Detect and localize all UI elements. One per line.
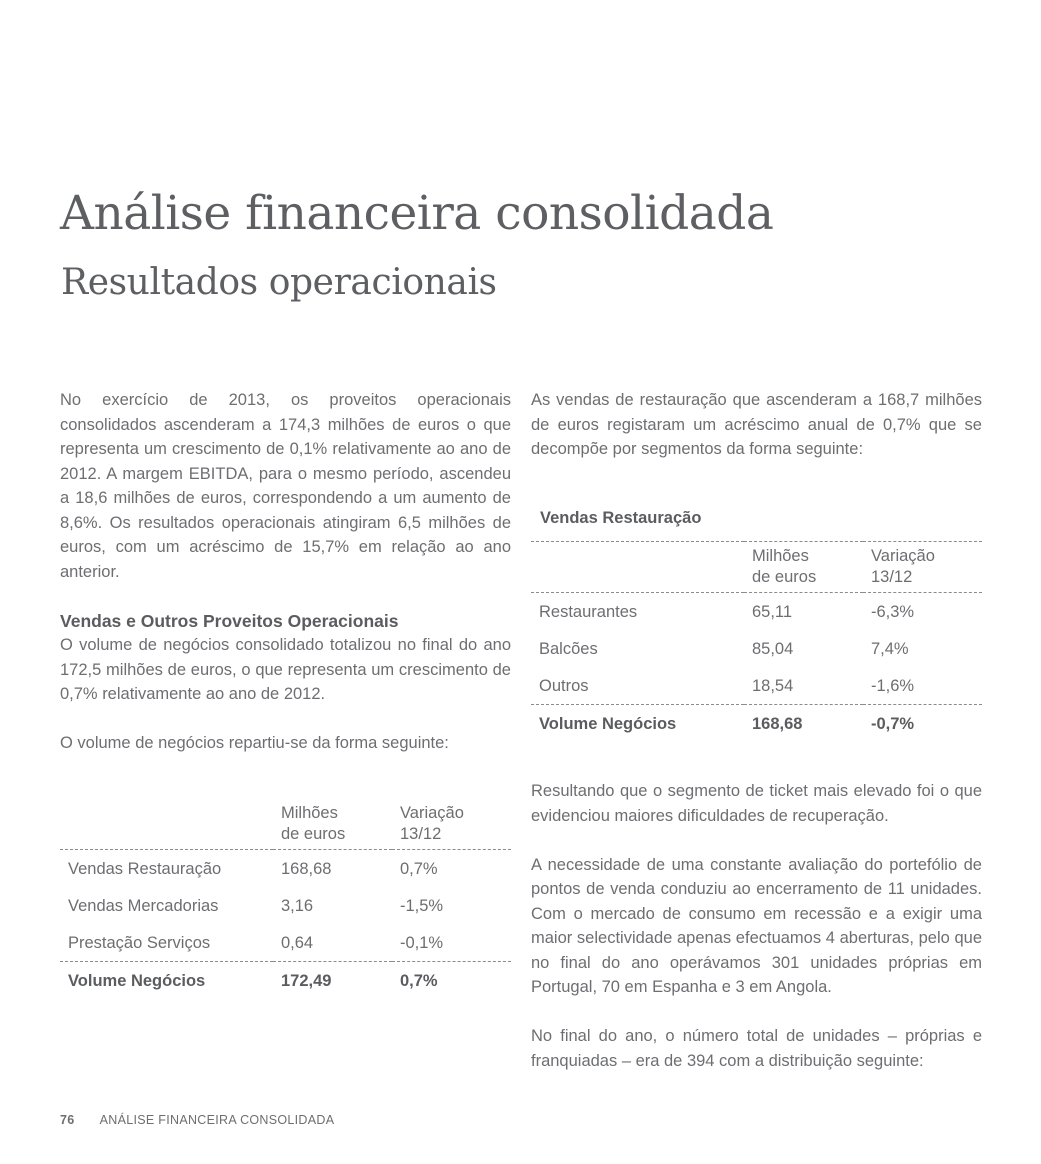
volume-table bbox=[60, 799, 511, 999]
footer-section: ANÁLISE FINANCEIRA CONSOLIDADA bbox=[99, 1113, 335, 1127]
table-total-row: Volume Negócios 168,68 -0,7% bbox=[531, 705, 982, 743]
header-variation: Variação 13/12 bbox=[392, 799, 511, 850]
table-caption: Vendas Restauração bbox=[540, 509, 702, 527]
page-subtitle: Resultados operacionais bbox=[61, 262, 497, 303]
table-row: Vendas Mercadorias 3,16 -1,5% bbox=[68, 896, 444, 915]
page-footer bbox=[60, 1113, 334, 1127]
section-heading: Vendas e Outros Proveitos Operacionais bbox=[60, 610, 399, 631]
page-title: Análise financeira consolidada bbox=[60, 186, 774, 241]
units-paragraph: No final do ano, o número total de unidades – próprias e franquiadas – era de 394 com a distribuição seguinte: bbox=[531, 1027, 982, 1070]
table-row: Vendas Restauração 168,68 0,7% bbox=[68, 859, 438, 878]
table-row: Prestação Serviços 0,64 -0,1% bbox=[68, 933, 444, 952]
table-row: Outros 18,54 -1,6% bbox=[539, 676, 915, 695]
restauracao-table bbox=[531, 541, 982, 742]
restauracao-intro: As vendas de restauração que ascenderam a 168,7 milhões de euros registaram um acréscimo anual de 0,7% que se decompõe por segmentos da forma seguinte: bbox=[531, 391, 982, 458]
table-header bbox=[531, 542, 982, 593]
breakdown-intro: O volume de negócios repartiu-se da forma seguinte: bbox=[60, 734, 449, 752]
right-column-bottom bbox=[531, 779, 982, 1073]
page-number: 76 bbox=[60, 1113, 75, 1127]
portfolio-paragraph: A necessidade de uma constante avaliação do portefólio de pontos de venda conduziu ao encerramento de 11 unidades. Com o mercado de consumo em recessão e a exigir uma maior selectividade apenas efectuamos 4 aberturas, pelo que no final do ano operávamos 301 unidades próprias em Portugal, 70 em Espanha e 3 em Angola. bbox=[531, 855, 982, 996]
table-header bbox=[60, 799, 511, 850]
header-variation: Variação 13/12 bbox=[863, 542, 982, 593]
left-column bbox=[60, 388, 511, 756]
volume-paragraph: O volume de negócios consolidado totalizou no final do ano 172,5 milhões de euros, o que representa um crescimento de 0,7% relativamente ao ano de 2012. bbox=[60, 636, 511, 703]
right-column-top bbox=[531, 388, 982, 462]
table-row: Balcões 85,04 7,4% bbox=[539, 639, 909, 658]
header-value: Milhões de euros bbox=[744, 542, 863, 593]
segment-paragraph: Resultando que o segmento de ticket mais elevado foi o que evidenciou maiores dificuldades de recuperação. bbox=[531, 782, 982, 825]
intro-paragraph: No exercício de 2013, os proveitos operacionais consolidados ascenderam a 174,3 milhões de euros o que representa um crescimento de 0,1% relativamente ao ano de 2012. A margem EBITDA, para o mesmo período, ascendeu a 18,6 milhões de euros, correspondendo a um aumento de 8,6%. Os resultados operacionais atingiram 6,5 milhões de euros, com um acréscimo de 15,7% em relação ao ano anterior. bbox=[60, 391, 511, 581]
header-value: Milhões de euros bbox=[273, 799, 392, 850]
table-total-row: Volume Negócios 172,49 0,7% bbox=[60, 962, 511, 1000]
table-row: Restaurantes 65,11 -6,3% bbox=[539, 602, 915, 621]
